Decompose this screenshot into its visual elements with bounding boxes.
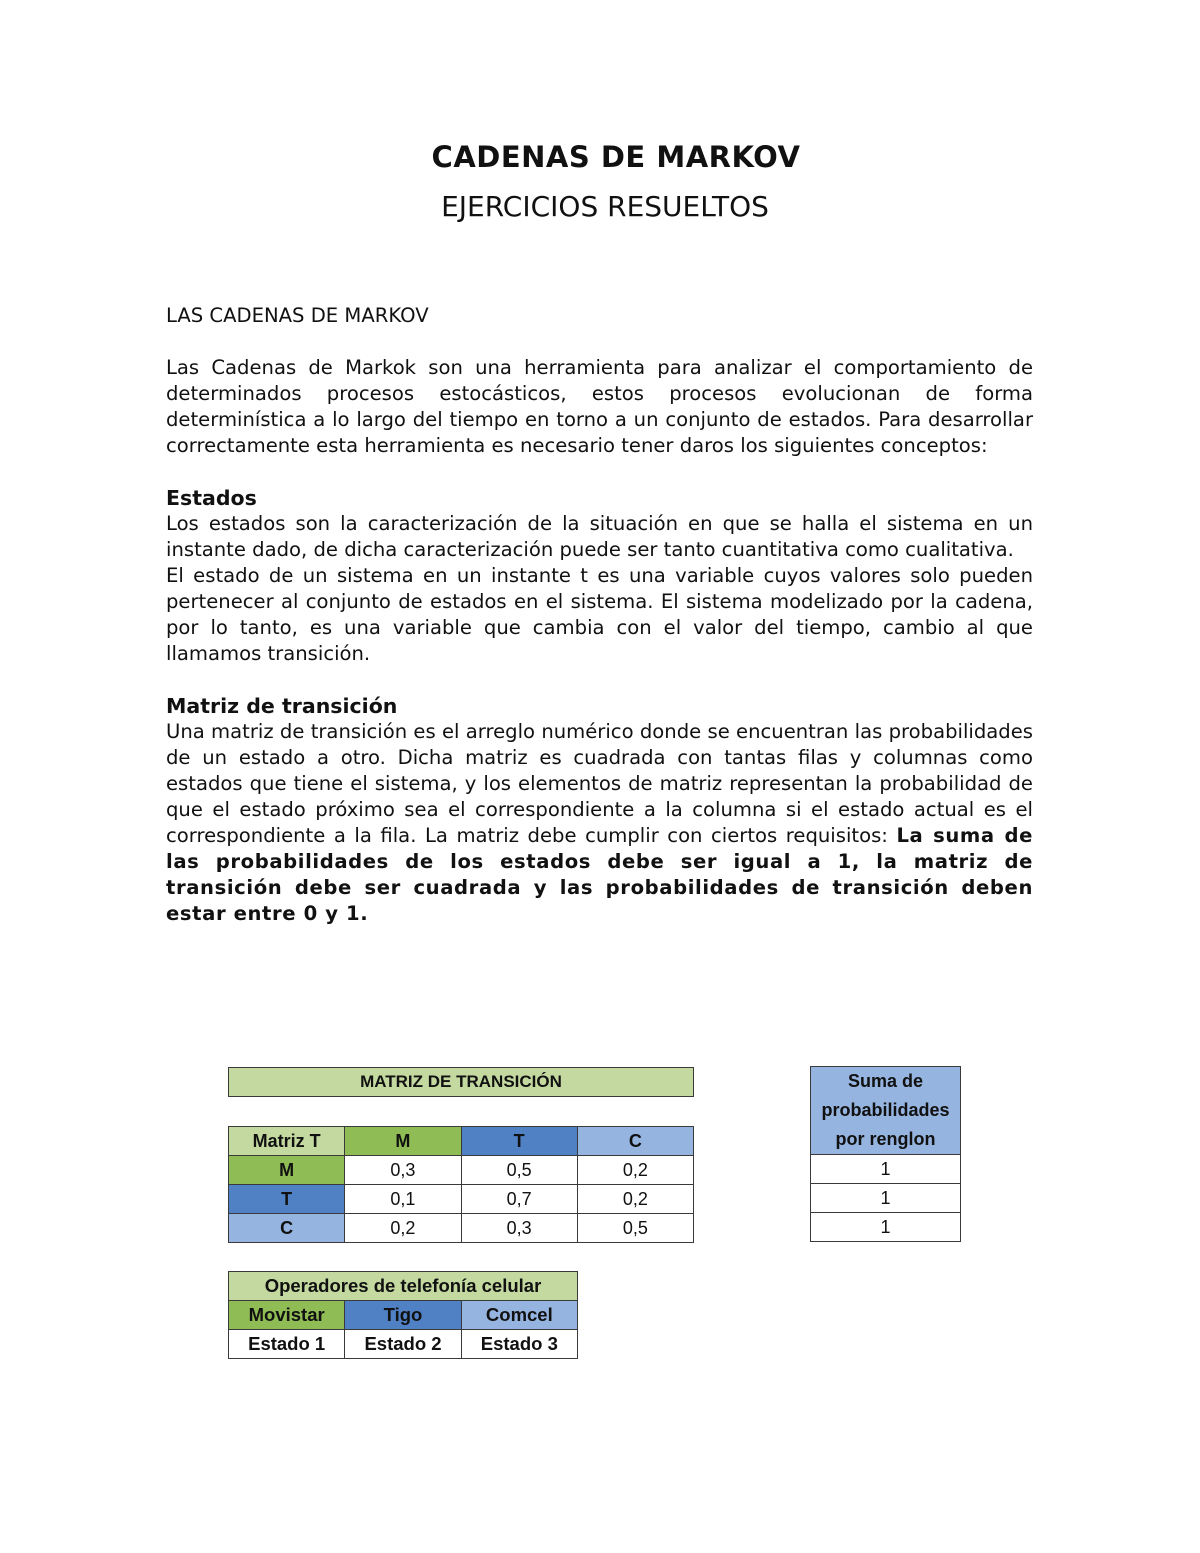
operator-name: Movistar xyxy=(229,1301,345,1330)
operators-title: Operadores de telefonía celular xyxy=(229,1272,578,1301)
matrix-row xyxy=(229,1214,694,1243)
matrix-row-header: M xyxy=(229,1156,345,1185)
operator-state: Estado 2 xyxy=(345,1330,461,1359)
operator-state: Estado 3 xyxy=(461,1330,577,1359)
section-heading: LAS CADENAS DE MARKOV xyxy=(166,304,429,327)
matrix-row-header: C xyxy=(229,1214,345,1243)
sum-header: Suma de probabilidades por renglon xyxy=(811,1067,961,1155)
matrix-cell: 0,2 xyxy=(345,1214,461,1243)
matrix-row-header: T xyxy=(229,1185,345,1214)
operator-state: Estado 1 xyxy=(229,1330,345,1359)
sum-cell: 1 xyxy=(811,1213,961,1242)
matrix-col-header: C xyxy=(577,1127,693,1156)
matrix-cell: 0,5 xyxy=(577,1214,693,1243)
document-subtitle: EJERCICIOS RESUELTOS xyxy=(441,190,769,223)
transition-matrix xyxy=(228,1126,694,1243)
matrix-cell: 0,3 xyxy=(461,1214,577,1243)
matriz-paragraph xyxy=(166,719,1033,927)
matrix-title: MATRIZ DE TRANSICIÓN xyxy=(229,1068,694,1097)
matrix-col-header: T xyxy=(461,1127,577,1156)
matrix-corner: Matriz T xyxy=(229,1127,345,1156)
matriz-text: Una matriz de transición es el arreglo numérico donde se encuentran las probabilidades de un estado a otro. Dicha matriz es cuadrada con tantas filas y columnas como estados que tiene el sistema, y los elementos de matriz representan la probabilidad de que el estado próximo sea el correspondiente a la columna si el estado actual es el correspondiente a la fila. La matriz debe cumplir con ciertos requisitos: xyxy=(166,720,1033,847)
matrix-row xyxy=(229,1185,694,1214)
matrix-cell: 0,1 xyxy=(345,1185,461,1214)
matriz-bold-text: La suma de las probabilidades de los estados debe ser igual a 1, la matriz de transición debe ser cuadrada y las probabilidades de transición deben estar entre 0 y 1. xyxy=(166,824,1033,925)
matrix-title-table xyxy=(228,1067,694,1097)
matrix-row xyxy=(229,1156,694,1185)
matrix-col-header: M xyxy=(345,1127,461,1156)
operator-name: Comcel xyxy=(461,1301,577,1330)
matrix-cell: 0,2 xyxy=(577,1185,693,1214)
estados-paragraph-2: El estado de un sistema en un instante t es una variable cuyos valores solo pueden pertenecer al conjunto de estados en el sistema. El sistema modelizado por la cadena, por lo tanto, es una variable que cambia con el valor del tiempo, cambio al que llamamos transición. xyxy=(166,564,1033,665)
estados-paragraph-1: Los estados son la caracterización de la situación en que se halla el sistema en un instante dado, de dicha caracterización puede ser tanto cuantitativa como cualitativa. xyxy=(166,512,1033,561)
document-body xyxy=(166,303,1033,927)
matrix-header-row xyxy=(229,1127,694,1156)
operator-name: Tigo xyxy=(345,1301,461,1330)
matrix-cell: 0,5 xyxy=(461,1156,577,1185)
sum-cell: 1 xyxy=(811,1184,961,1213)
matrix-cell: 0,7 xyxy=(461,1185,577,1214)
operators-table xyxy=(228,1271,578,1359)
intro-paragraph: Las Cadenas de Markok son una herramienta para analizar el comportamiento de determinados procesos estocásticos, estos procesos evolucionan de forma determinística a lo largo del tiempo en torno a un conjunto de estados. Para desarrollar correctamente esta herramienta es necesario tener daros los siguientes conceptos: xyxy=(166,356,1033,457)
sum-cell: 1 xyxy=(811,1155,961,1184)
estados-heading: Estados xyxy=(166,486,257,510)
matrix-cell: 0,3 xyxy=(345,1156,461,1185)
sum-table xyxy=(810,1066,961,1242)
matriz-heading: Matriz de transición xyxy=(166,694,398,718)
matrix-cell: 0,2 xyxy=(577,1156,693,1185)
document-title: CADENAS DE MARKOV xyxy=(431,140,801,174)
